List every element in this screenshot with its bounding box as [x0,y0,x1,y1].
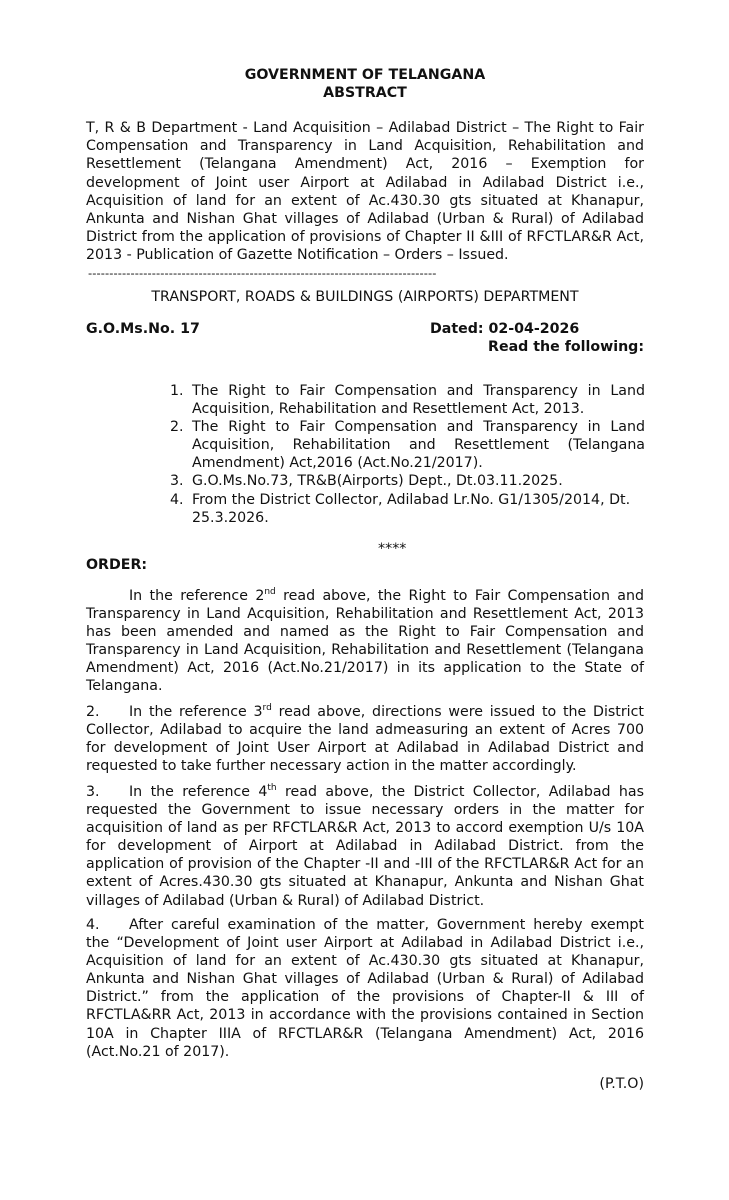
order-paragraph-4: 4. After careful examination of the matter, Government hereby exempt the “Development of Joint user Airport at Adilabad in Adilabad District i.e., Acquisition of land for an extent of Ac.430.30 gts situated at Khanapur, Ankunta and Nishan Ghat villages of Adilabad (Urban & Rural) of Adilabad District.” from the application of the provisions of Chapter-II & III of RFCTLA&RR Act, 2013 in accordance with the provisions contained in Section 10A in Chapter IIIA of RFCTLAR&R (Telangana Amendment) Act, 2016 (Act.No.21 of 2017). [86,917,644,1060]
paragraph-number: 3. [86,784,100,800]
paragraph-number: 4. [86,917,100,933]
reference-text: G.O.Ms.No.73, TR&B(Airports) Dept., Dt.03.11.2025. [192,473,563,490]
read-the-following: Read the following: [488,339,644,355]
reference-text: The Right to Fair Compensation and Transparency in Land Acquisition, Rehabilitation and Resettlement Act, 2013. [192,383,645,418]
order-paragraph-1: In the reference 2nd read above, the Right to Fair Compensation and Transparency in Land Acquisition, Rehabilitation and Resettlement Act, 2013 has been amended and named as the Right to Fair Compensation and Transparency in Land Acquisition, Rehabilitation and Resettlement (Telangana Amendment) Act, 2016 (Act.No.21/2017) in its application to the State of Telangana. [86,587,644,695]
list-item [170,472,645,490]
reference-number: 3. [170,473,184,490]
pto-note: (P.T.O) [599,1076,644,1092]
order-paragraph-2: 2. In the reference 3rd read above, directions were issued to the District Collector, Adilabad to acquire the land admeasuring an extent of Acres 700 for development of Joint User Airport at Adilabad in Adilabad District and requested to take further necessary action in the matter accordingly. [86,703,644,775]
reference-number: 2. [170,419,184,436]
order-paragraph-3: 3. In the reference 4th read above, the District Collector, Adilabad has requested the Government to issue necessary orders in the matter for acquisition of land as per RFCTLAR&R Act, 2013 to accord exemption U/s 10A for development of Airport at Adilabad in Adilabad District. from the application of provision of the Chapter -II and -III of the RFCTLAR&R Act for an extent of Acres.430.30 gts situated at Khanapur, Ankunta and Nishan Ghat villages of Adilabad (Urban & Rural) of Adilabad District. [86,783,644,909]
paragraph-number: 2. [86,704,100,720]
reference-number: 4. [170,491,184,508]
list-item [170,382,645,418]
list-item [170,491,645,527]
abstract-subject: T, R & B Department - Land Acquisition – Adilabad District – The Right to Fair Compensation and Transparency in Land Acquisition, Rehabilitation and Resettlement (Telangana Amendment) Act, 2016 – Exemption for development of Joint user Airport at Adilabad in Adilabad District i.e., Acquisition of land for an extent of Ac.430.30 gts situated at Khanapur, Ankunta and Nishan Ghat villages of Adilabad (Urban & Rural) of Adilabad District from the application of provisions of Chapter II &III of RFCTLAR&R Act, 2013 - Publication of Gazette Notification – Orders – Issued. [86,120,644,264]
header-abstract: ABSTRACT [323,85,407,101]
reference-text: The Right to Fair Compensation and Transparency in Land Acquisition, Rehabilitation and Resettlement (Telangana Amendment) Act,2016 (Act.No.21/2017). [192,419,645,472]
reference-text: From the District Collector, Adilabad Lr.No. G1/1305/2014, Dt. 25.3.2026. [192,491,631,526]
separator-line: ---------------------------------------------------------------------------------- [88,266,437,280]
stars-divider: **** [378,541,407,557]
reference-list [170,382,645,527]
order-heading: ORDER: [86,557,148,573]
list-item [170,418,645,472]
go-number: G.O.Ms.No. 17 [86,321,200,337]
header-government: GOVERNMENT OF TELANGANA [244,67,486,83]
reference-number: 1. [170,383,184,399]
department-name: TRANSPORT, ROADS & BUILDINGS (AIRPORTS) DEPARTMENT [151,289,579,305]
go-date: Dated: 02-04-2026 [430,321,580,337]
